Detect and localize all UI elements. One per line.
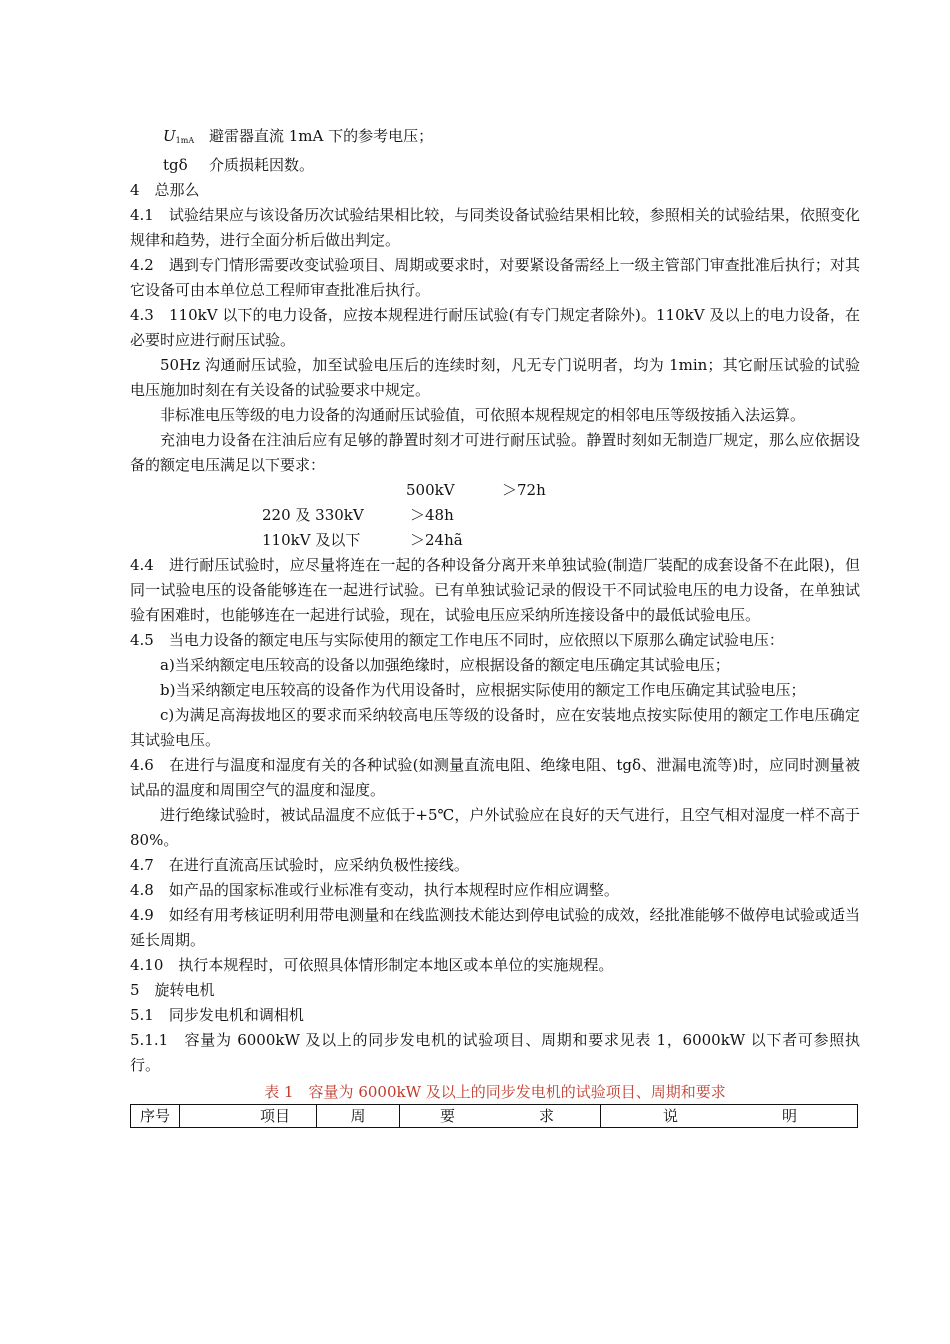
section-4-heading: 4 总那么 <box>130 181 200 199</box>
voltage-level: 110kV 及以下 <box>262 531 361 549</box>
document-page <box>130 124 860 1128</box>
paragraph-4-5: 4.5 当电力设备的额定电压与实际使用的额定工作电压不同时，应依照以下原那么确定试验电压： <box>130 631 784 649</box>
definition-text: 避雷器直流 1mA 下的参考电压； <box>209 127 434 145</box>
voltage-level: 500kV <box>406 481 455 499</box>
definition-text: 介质损耗因数。 <box>209 156 315 174</box>
header-requirement: 要 求 <box>400 1105 601 1128</box>
paragraph-4-7: 4.7 在进行直流高压试验时，应采纳负极性接线。 <box>130 856 469 874</box>
paragraph-4-1: 4.1 试验结果应与该设备历次试验结果相比较，与同类设备试验结果相比较，参照相关的试验结果，依照变化规律和趋势，进行全面分析后做出判定。 <box>130 206 860 249</box>
voltage-row <box>130 528 860 553</box>
paragraph-4-5-a: a)当采纳额定电压较高的设备以加强绝缘时，应根据设备的额定电压确定其试验电压； <box>160 656 730 674</box>
voltage-row <box>130 503 860 528</box>
definition-u1ma <box>130 124 860 153</box>
paragraph-4-8: 4.8 如产品的国家标准或行业标准有变动，执行本规程时应作相应调整。 <box>130 881 619 899</box>
standing-time: ＞24hã <box>410 531 463 549</box>
definition-tgdelta <box>130 153 860 178</box>
paragraph-4-3-a: 50Hz 沟通耐压试验，加至试验电压后的连续时刻，凡无专门说明者，均为 1min；其它耐压试验的试验电压施加时刻在有关设备的试验要求中规定。 <box>130 356 860 399</box>
paragraph-4-3: 4.3 110kV 以下的电力设备，应按本规程进行耐压试验(有专门规定者除外)。110kV 及以上的电力设备，在必要时应进行耐压试验。 <box>130 306 860 349</box>
paragraph-4-9: 4.9 如经有用考核证明利用带电测量和在线监测技术能达到停电试验的成效，经批准能够不做停电试验或适当延长周期。 <box>130 906 860 949</box>
section-5-heading: 5 旋转电机 <box>130 981 215 999</box>
table-header-row <box>131 1105 858 1128</box>
header-period: 周 <box>317 1105 400 1128</box>
voltage-row <box>130 478 860 503</box>
paragraph-4-10: 4.10 执行本规程时，可依照具体情形制定本地区或本单位的实施规程。 <box>130 956 614 974</box>
header-no: 序号 <box>131 1105 180 1128</box>
paragraph-4-5-c: c)为满足高海拔地区的要求而采纳较高电压等级的设备时，应在安装地点按实际使用的额定工作电压确定其试验电压。 <box>130 706 860 749</box>
paragraph-4-3-c: 充油电力设备在注油后应有足够的静置时刻才可进行耐压试验。静置时刻如无制造厂规定，那么应依据设备的额定电压满足以下要求： <box>130 431 860 474</box>
standing-time: ＞48h <box>410 506 454 524</box>
paragraph-4-4: 4.4 进行耐压试验时，应尽量将连在一起的各种设备分离开来单独试验(制造厂装配的成套设备不在此限)，但同一试验电压的设备能够连在一起进行试验。已有单独试验记录的假设干不同试验电压的电力设备，在单独试验有困难时，也能够连在一起进行试验，现在，试验电压应采纳所连接设备中的最低试验电压。 <box>130 556 860 624</box>
paragraph-4-6-a: 进行绝缘试验时，被试品温度不应低于+5℃，户外试验应在良好的天气进行，且空气相对湿度一样不高于 80%。 <box>130 806 860 849</box>
table-caption: 表 1 容量为 6000kW 及以上的同步发电机的试验项目、周期和要求 <box>264 1083 726 1101</box>
header-note: 说 明 <box>601 1105 858 1128</box>
paragraph-5-1-1: 5.1.1 容量为 6000kW 及以上的同步发电机的试验项目、周期和要求见表 1，6000kW 以下者可参照执行。 <box>130 1031 860 1074</box>
paragraph-4-2: 4.2 遇到专门情形需要改变试验项目、周期或要求时，对要紧设备需经上一级主管部门审查批准后执行；对其它设备可由本单位总工程师审查批准后执行。 <box>130 256 860 299</box>
paragraph-4-3-b: 非标准电压等级的电力设备的沟通耐压试验值，可依照本规程规定的相邻电压等级按插入法运算。 <box>160 406 806 424</box>
section-5-1-heading: 5.1 同步发电机和调相机 <box>130 1006 304 1024</box>
header-item: 项 目 <box>180 1105 317 1128</box>
test-items-table <box>130 1104 858 1128</box>
paragraph-4-6: 4.6 在进行与温度和湿度有关的各种试验(如测量直流电阻、绝缘电阻、tgδ、泄漏电流等)时，应同时测量被试品的温度和周围空气的温度和湿度。 <box>130 756 860 799</box>
symbol-u1ma: $U_{1mA}$ <box>163 127 195 145</box>
voltage-level: 220 及 330kV <box>262 506 364 524</box>
symbol-tgdelta: tgδ <box>163 156 188 174</box>
standing-time: ＞72h <box>502 481 546 499</box>
paragraph-4-5-b: b)当采纳额定电压较高的设备作为代用设备时，应根据实际使用的额定工作电压确定其试验电压； <box>160 681 806 699</box>
